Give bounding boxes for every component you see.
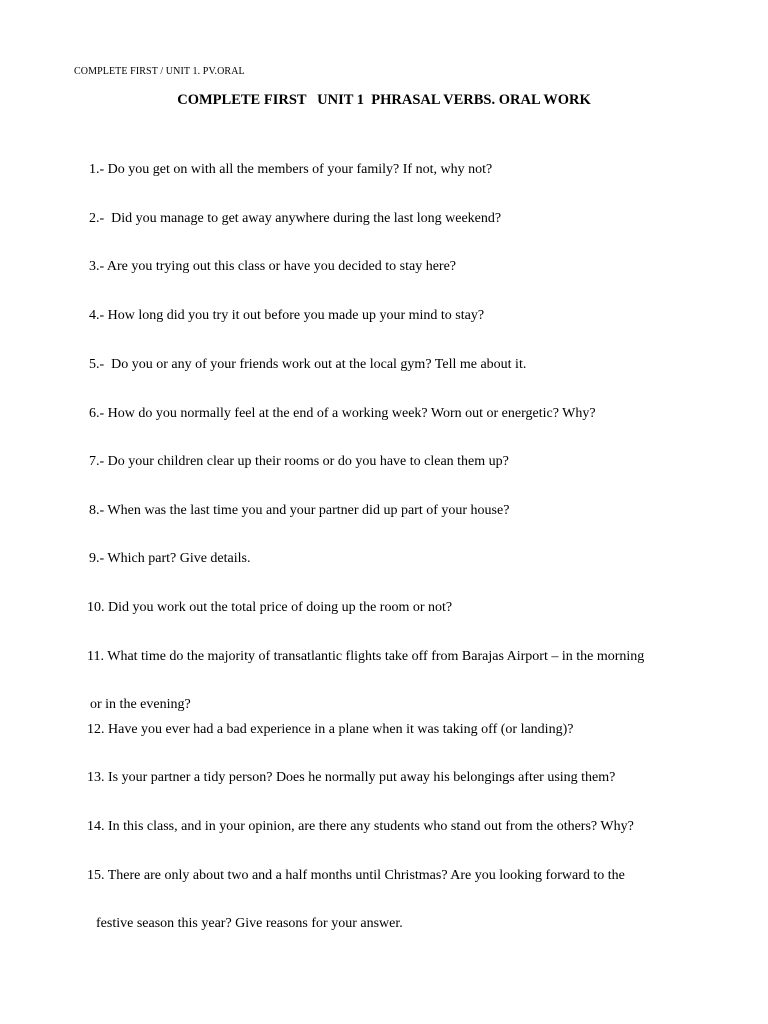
question-text: 3.- Are you trying out this class or have you decided to stay here? (89, 259, 457, 274)
question-text: 6.- How do you normally feel at the end of a working week? Worn out or energetic? Why? (89, 406, 596, 421)
question-text: 13. Is your partner a tidy person? Does he normally put away his belongings after using them? (87, 770, 616, 785)
question-text: 2.- Did you manage to get away anywhere during the last long weekend? (89, 211, 502, 226)
question-15 (73, 840, 625, 984)
question-text: 12. Have you ever had a bad experience in a plane when it was taking off (or landing)? (87, 722, 574, 737)
page-header: COMPLETE FIRST / UNIT 1. PV.ORAL (74, 66, 245, 77)
question-text: 7.- Do your children clear up their rooms or do you have to clean them up? (89, 454, 509, 469)
question-continuation: festive season this year? Give reasons for your answer. (96, 916, 403, 931)
question-text: 1.- Do you get on with all the members of your family? If not, why not? (89, 162, 493, 177)
question-text: 9.- Which part? Give details. (89, 551, 251, 566)
question-text: 14. In this class, and in your opinion, are there any students who stand out from the others? Why? (87, 819, 634, 834)
question-text: 11. What time do the majority of transatlantic flights take off from Barajas Airport – in the morning (87, 649, 645, 664)
page-title: COMPLETE FIRST UNIT 1 PHRASAL VERBS. ORAL WORK (177, 92, 591, 108)
question-text: 15. There are only about two and a half months until Christmas? Are you looking forward to the (87, 868, 625, 883)
question-text: 8.- When was the last time you and your partner did up part of your house? (89, 503, 510, 518)
question-text: 5.- Do you or any of your friends work out at the local gym? Tell me about it. (89, 357, 527, 372)
question-continuation: or in the evening? (90, 697, 191, 712)
question-text: 10. Did you work out the total price of doing up the room or not? (87, 600, 453, 615)
question-text: 4.- How long did you try it out before you made up your mind to stay? (89, 308, 485, 323)
